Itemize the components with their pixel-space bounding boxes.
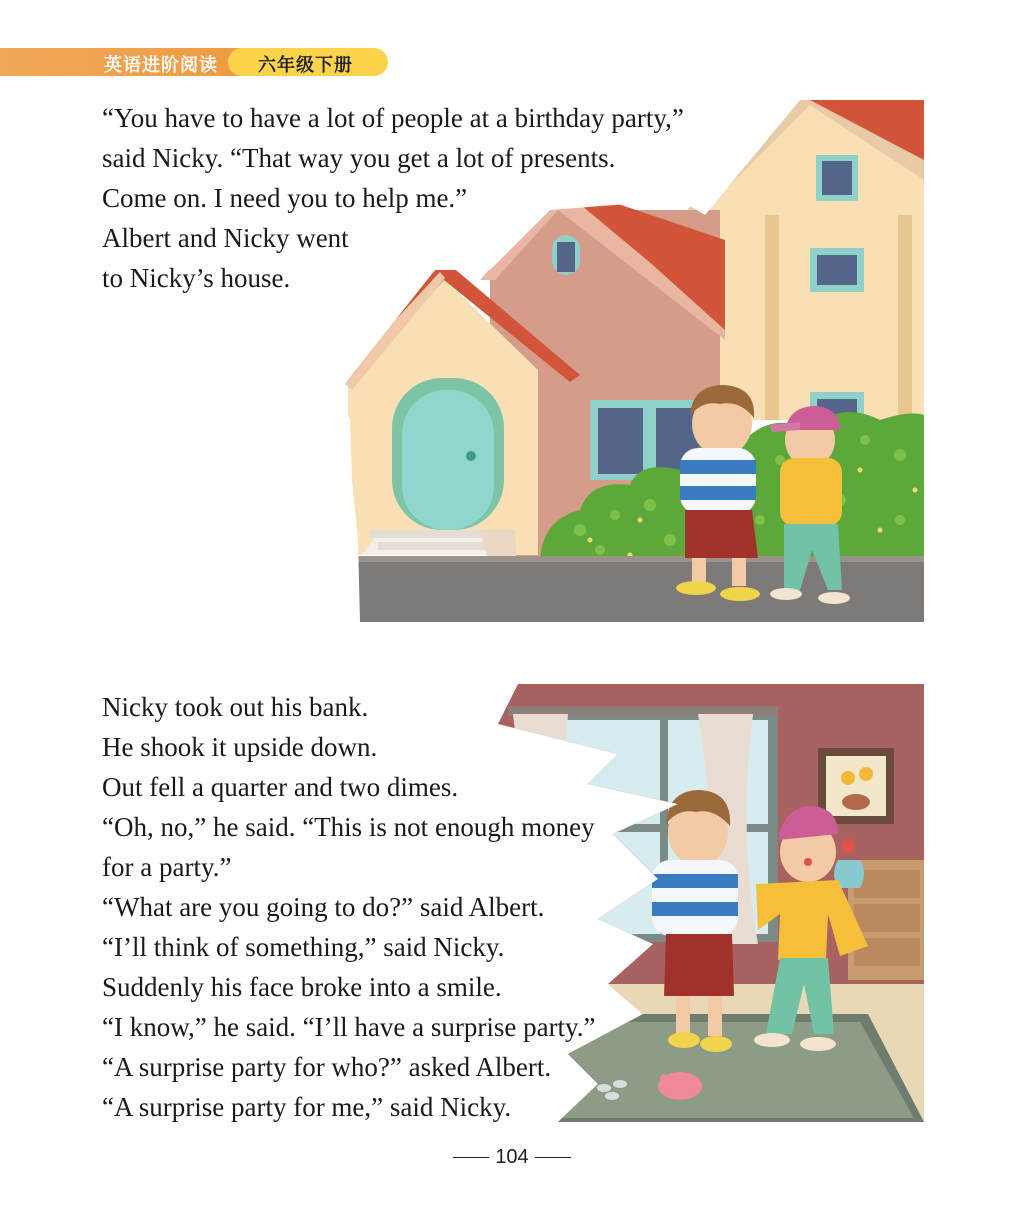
page-number-rule-right (535, 1157, 571, 1158)
story-line: “I know,” he said. “I’ll have a surprise party.” (102, 1012, 596, 1042)
story-line: Suddenly his face broke into a smile. (102, 972, 502, 1002)
houses-illustration (340, 100, 924, 622)
story-line: He shook it upside down. (102, 732, 378, 762)
story-line: “Oh, no,” he said. “This is not enough money (102, 812, 595, 842)
story-line: “A surprise party for who?” asked Albert. (102, 1052, 552, 1082)
story-line: Albert and Nicky went (102, 223, 349, 253)
story-line: for a party.” (102, 852, 232, 882)
page-number (0, 1146, 1024, 1169)
story-line: Nicky took out his bank. (102, 692, 369, 722)
story-line: Come on. I need you to help me.” (102, 183, 468, 213)
header-banner (0, 48, 390, 76)
story-line: said Nicky. “That way you get a lot of presents. (102, 143, 616, 173)
room-illustration (488, 684, 924, 1122)
story-line: “I’ll think of something,” said Nicky. (102, 932, 505, 962)
story-line: Out fell a quarter and two dimes. (102, 772, 459, 802)
story-line: “You have to have a lot of people at a birthday party,” (102, 103, 684, 133)
series-title: 英语进阶阅读 (104, 55, 218, 76)
page-number-rule-left (453, 1157, 489, 1158)
story-line: “What are you going to do?” said Albert. (102, 892, 545, 922)
grade-label: 六年级下册 (258, 55, 353, 76)
story-line: “A surprise party for me,” said Nicky. (102, 1092, 512, 1122)
page-number-value: 104 (495, 1146, 529, 1168)
story-line: to Nicky’s house. (102, 263, 291, 293)
